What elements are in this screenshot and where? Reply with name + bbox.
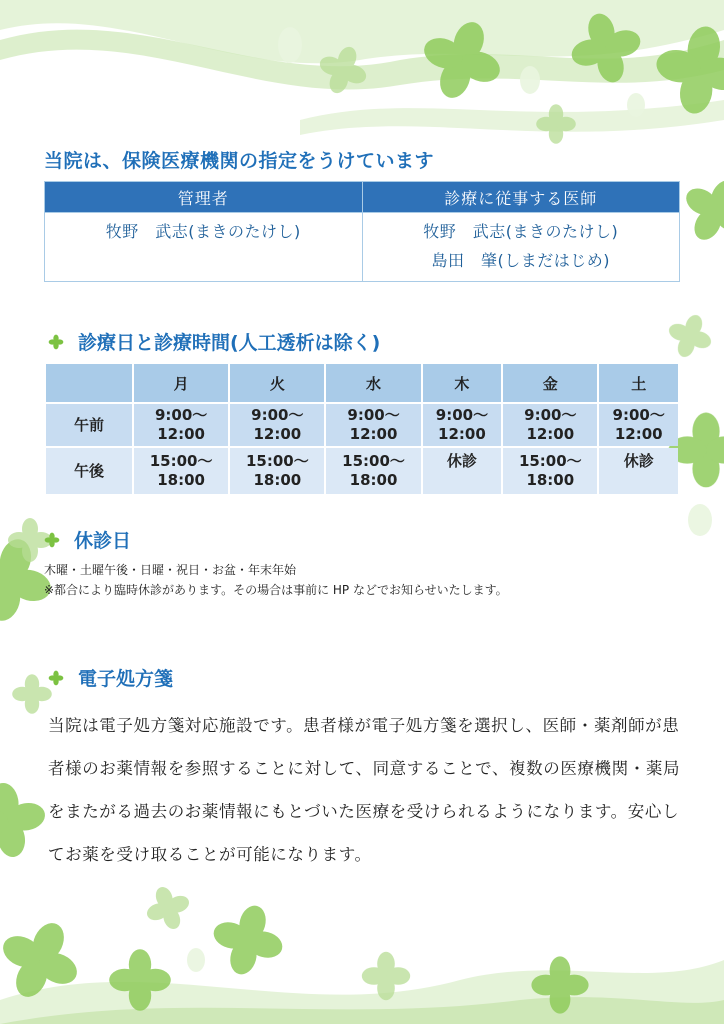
manager-column-header: 管理者	[45, 182, 363, 213]
pm-slot: 15:00～ 18:00	[326, 448, 420, 494]
pm-slot: 15:00～ 18:00	[503, 448, 597, 494]
doctor-name: 牧野 武志(まきのたけし)	[423, 222, 619, 241]
corner-cell	[46, 364, 132, 402]
pm-label: 午後	[46, 448, 132, 494]
closed-days-heading	[44, 526, 131, 553]
closed-days-list: 木曜・土曜午後・日曜・祝日・お盆・年末年始	[44, 563, 297, 577]
doctor-name: 島田 肇(しまだはじめ)	[431, 251, 610, 270]
pm-slot-closed: 休診	[599, 448, 678, 494]
doctors-column-header: 診療に従事する医師	[362, 182, 680, 213]
doctors-cell	[362, 213, 680, 282]
hours-heading-text: 診療日と診療時間(人工透析は除く)	[78, 332, 381, 354]
closed-days-info	[44, 560, 508, 600]
am-slot: 9:00～ 12:00	[230, 404, 324, 446]
day-header: 火	[230, 364, 324, 402]
clover-icon	[48, 334, 64, 350]
eprescription-body: 当院は電子処方箋対応施設です。患者様が電子処方箋を選択し、医師・薬剤師が患者様のお薬情報を参照することに対して、同意することで、複数の医療機関・薬局をまたがる過去のお薬情報にもとづいた医療を受けられるようになります。安心してお薬を受け取ることが可能になります。	[48, 716, 681, 864]
day-header: 金	[503, 364, 597, 402]
staff-table	[44, 181, 680, 282]
manager-cell	[45, 213, 363, 282]
am-slot: 9:00～ 12:00	[503, 404, 597, 446]
clover-icon	[48, 670, 64, 686]
clover-icon	[44, 532, 60, 548]
closed-days-note: ※都合により臨時休診があります。その場合は事前に HP などでお知らせいたします。	[44, 583, 508, 597]
am-slot: 9:00～ 12:00	[423, 404, 502, 446]
closed-days-heading-text: 休診日	[74, 530, 132, 552]
hours-table	[44, 362, 680, 496]
day-header: 木	[423, 364, 502, 402]
manager-name: 牧野 武志(まきのたけし)	[105, 222, 301, 241]
pm-slot: 15:00～ 18:00	[230, 448, 324, 494]
day-header: 水	[326, 364, 420, 402]
am-slot: 9:00～ 12:00	[134, 404, 228, 446]
pm-slot-closed: 休診	[423, 448, 502, 494]
eprescription-heading-text: 電子処方箋	[78, 668, 174, 690]
pm-slot: 15:00～ 18:00	[134, 448, 228, 494]
am-slot: 9:00～ 12:00	[599, 404, 678, 446]
day-header: 月	[134, 364, 228, 402]
eprescription-heading	[48, 664, 173, 691]
insurance-heading: 当院は、保険医療機関の指定をうけています	[44, 150, 435, 172]
hours-heading	[48, 328, 380, 355]
am-slot: 9:00～ 12:00	[326, 404, 420, 446]
day-header: 土	[599, 364, 678, 402]
am-label: 午前	[46, 404, 132, 446]
